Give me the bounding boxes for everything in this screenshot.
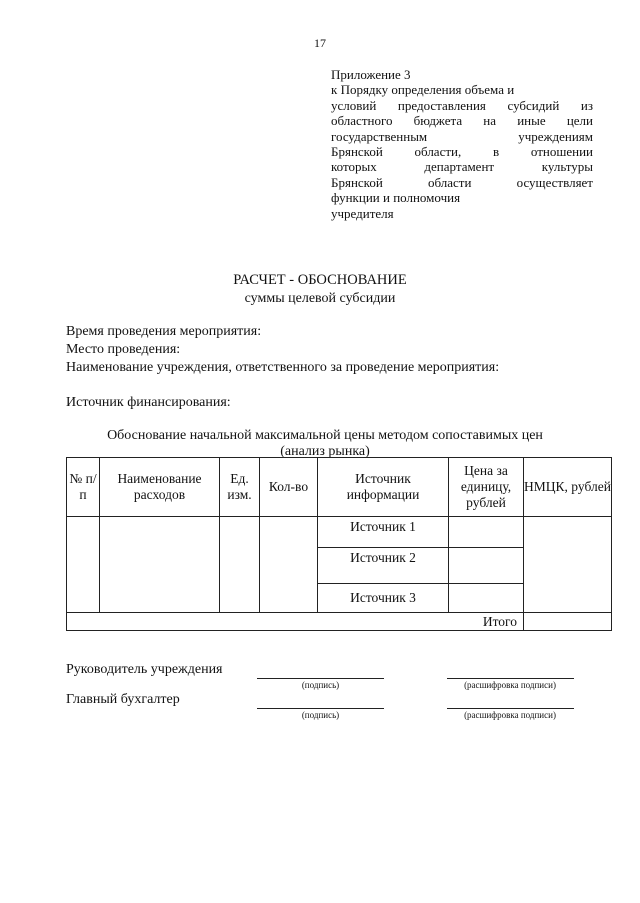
header-unit: Ед. изм. <box>220 458 260 517</box>
appendix-line: Брянской области, в отношении <box>331 144 593 160</box>
appendix-line: Брянской области осуществляет <box>331 174 593 190</box>
appendix-line: условий предоставления субсидий из <box>331 97 593 113</box>
cell-source: Источник 3 <box>318 584 449 613</box>
table-header-row <box>67 458 612 517</box>
institution-label: Наименование учреждения, ответственного за проведение мероприятия: <box>66 360 500 375</box>
appendix-line: Приложение 3 <box>331 67 411 82</box>
appendix-line: учредителя <box>331 205 394 221</box>
cell-num <box>67 517 100 613</box>
cell-price <box>449 517 524 548</box>
accountant-decode-caption: (расшифровка подписи) <box>464 710 556 720</box>
appendix-line: которых департамент культуры <box>331 159 593 175</box>
header-name: Наименование расходов <box>100 458 220 517</box>
table-caption-line: (анализ рынка) <box>280 444 370 459</box>
appendix-line: функции и полномочия <box>331 190 461 206</box>
header-nmck: НМЦК, рублей <box>524 458 612 517</box>
table-caption-line: Обоснование начальной максимальной цены методом сопоставимых цен <box>107 428 543 443</box>
accountant-decode-line <box>447 708 574 709</box>
table-row <box>67 517 612 548</box>
cell-unit <box>220 517 260 613</box>
total-label: Итого <box>67 613 524 631</box>
cell-source: Источник 2 <box>318 548 449 584</box>
header-price: Цена за единицу, рублей <box>449 458 524 517</box>
accountant-signature-line <box>257 708 384 709</box>
event-time-label: Время проведения мероприятия: <box>66 324 262 339</box>
cell-name <box>100 517 220 613</box>
page-number: 17 <box>314 36 326 50</box>
document-title: РАСЧЕТ - ОБОСНОВАНИЕ <box>233 272 407 288</box>
header-num: № п/п <box>67 458 100 517</box>
head-signature-label: Руководитель учреждения <box>66 662 223 677</box>
cell-price <box>449 548 524 584</box>
cell-source: Источник 1 <box>318 517 449 548</box>
table-caption <box>60 428 590 460</box>
event-place-label: Место проведения: <box>66 342 181 357</box>
appendix-line: государственным учреждениям <box>331 128 593 144</box>
head-signature-caption: (подпись) <box>301 680 340 690</box>
document-subtitle: суммы целевой субсидии <box>244 291 396 306</box>
appendix-note <box>331 67 593 221</box>
accountant-signature-caption: (подпись) <box>301 710 340 720</box>
appendix-line: областного бюджета на иные цели <box>331 113 593 129</box>
table-total-row <box>67 613 612 631</box>
head-signature-line <box>257 678 384 679</box>
total-value <box>524 613 612 631</box>
header-source: Источник информации <box>318 458 449 517</box>
head-decode-caption: (расшифровка подписи) <box>464 680 556 690</box>
appendix-line: к Порядку определения объема и <box>331 82 515 98</box>
cell-nmck <box>524 517 612 613</box>
cell-qty <box>260 517 318 613</box>
cell-price <box>449 584 524 613</box>
head-decode-line <box>447 678 574 679</box>
accountant-signature-label: Главный бухгалтер <box>66 692 180 707</box>
funding-source-label: Источник финансирования: <box>66 395 231 410</box>
price-calculation-table <box>66 457 612 631</box>
header-qty: Кол-во <box>260 458 318 517</box>
